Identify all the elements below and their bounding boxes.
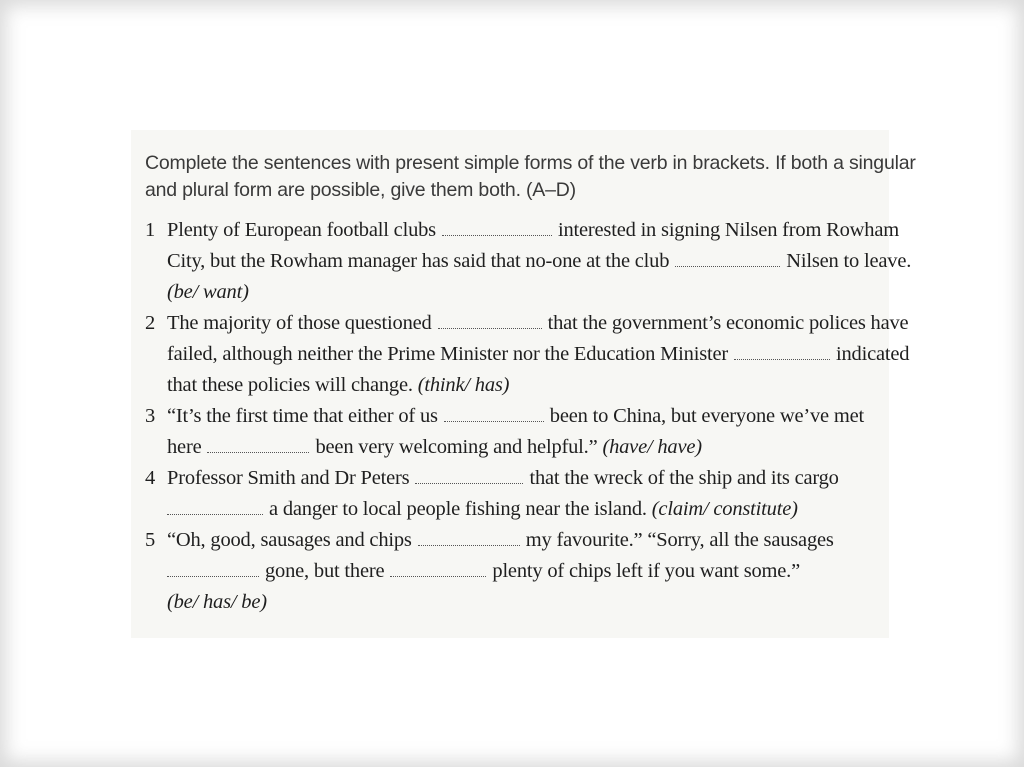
sentence-text: “Oh, good, sausages and chips bbox=[167, 529, 412, 551]
verb-hint: (have/ have) bbox=[602, 436, 702, 458]
exercise-number: 1 bbox=[145, 219, 156, 241]
answer-blank[interactable] bbox=[438, 314, 542, 329]
exercise-4-line-2 bbox=[145, 498, 798, 521]
sentence-text: been to China, but everyone we’ve met bbox=[549, 405, 865, 427]
exercise-3-line-2 bbox=[145, 436, 702, 459]
exercise-5-line-3 bbox=[145, 591, 267, 614]
answer-blank[interactable] bbox=[415, 469, 523, 484]
answer-blank[interactable] bbox=[207, 438, 309, 453]
exercise-number: 3 bbox=[145, 405, 156, 427]
exercise-2-line-2 bbox=[145, 343, 909, 366]
sentence-text: that these policies will change. bbox=[167, 374, 413, 396]
exercise-3-line-1 bbox=[145, 405, 864, 428]
sentence-text: indicated bbox=[836, 343, 910, 365]
verb-hint: (be/ want) bbox=[167, 281, 249, 303]
sentence-text: gone, but there bbox=[265, 560, 385, 582]
exercise-1-line-2 bbox=[145, 250, 911, 273]
sentence-text: that the wreck of the ship and its cargo bbox=[529, 467, 839, 489]
sentence-text: interested in signing Nilsen from Rowham bbox=[557, 219, 899, 241]
sentence-text: my favourite.” “Sorry, all the sausages bbox=[525, 529, 834, 551]
answer-blank[interactable] bbox=[675, 252, 780, 267]
exercise-number: 5 bbox=[145, 529, 156, 551]
sentence-text: plenty of chips left if you want some.” bbox=[492, 560, 800, 582]
exercise-4-line-1 bbox=[145, 467, 839, 490]
exercise-2-line-1 bbox=[145, 312, 908, 335]
verb-hint: (claim/ constitute) bbox=[651, 498, 798, 520]
answer-blank[interactable] bbox=[390, 562, 486, 577]
answer-blank[interactable] bbox=[167, 500, 263, 515]
textbook-scan bbox=[131, 130, 916, 638]
verb-hint: (think/ has) bbox=[417, 374, 510, 396]
exercise-2-line-3 bbox=[145, 374, 509, 397]
exercise-number: 4 bbox=[145, 467, 156, 489]
sentence-text: here bbox=[167, 436, 202, 458]
answer-blank[interactable] bbox=[167, 562, 259, 577]
answer-blank[interactable] bbox=[418, 531, 520, 546]
sentence-text: that the government’s economic polices have bbox=[547, 312, 909, 334]
sentence-text: Professor Smith and Dr Peters bbox=[167, 467, 410, 489]
exercise-1-line-1 bbox=[145, 219, 899, 242]
sentence-text: been very welcoming and helpful.” bbox=[315, 436, 598, 458]
answer-blank[interactable] bbox=[734, 345, 830, 360]
exercise-5-line-1 bbox=[145, 529, 834, 552]
instruction-line: and plural form are possible, give them both. (A–D) bbox=[145, 179, 576, 201]
sentence-text: failed, although neither the Prime Minister nor the Education Minister bbox=[167, 343, 729, 365]
instruction-line: Complete the sentences with present simple forms of the verb in brackets. If both a singular bbox=[145, 152, 916, 174]
exercise-number: 2 bbox=[145, 312, 156, 334]
sentence-text: Nilsen to leave. bbox=[786, 250, 912, 272]
sentence-text: “It’s the first time that either of us bbox=[167, 405, 438, 427]
sentence-text: The majority of those questioned bbox=[167, 312, 432, 334]
sentence-text: a danger to local people fishing near the island. bbox=[269, 498, 647, 520]
sentence-text: Plenty of European football clubs bbox=[167, 219, 436, 241]
answer-blank[interactable] bbox=[442, 221, 552, 236]
exercise-5-line-2 bbox=[145, 560, 800, 583]
answer-blank[interactable] bbox=[444, 407, 544, 422]
exercise-1-line-3 bbox=[145, 281, 249, 304]
sentence-text: City, but the Rowham manager has said that no-one at the club bbox=[167, 250, 670, 272]
verb-hint: (be/ has/ be) bbox=[167, 591, 267, 613]
